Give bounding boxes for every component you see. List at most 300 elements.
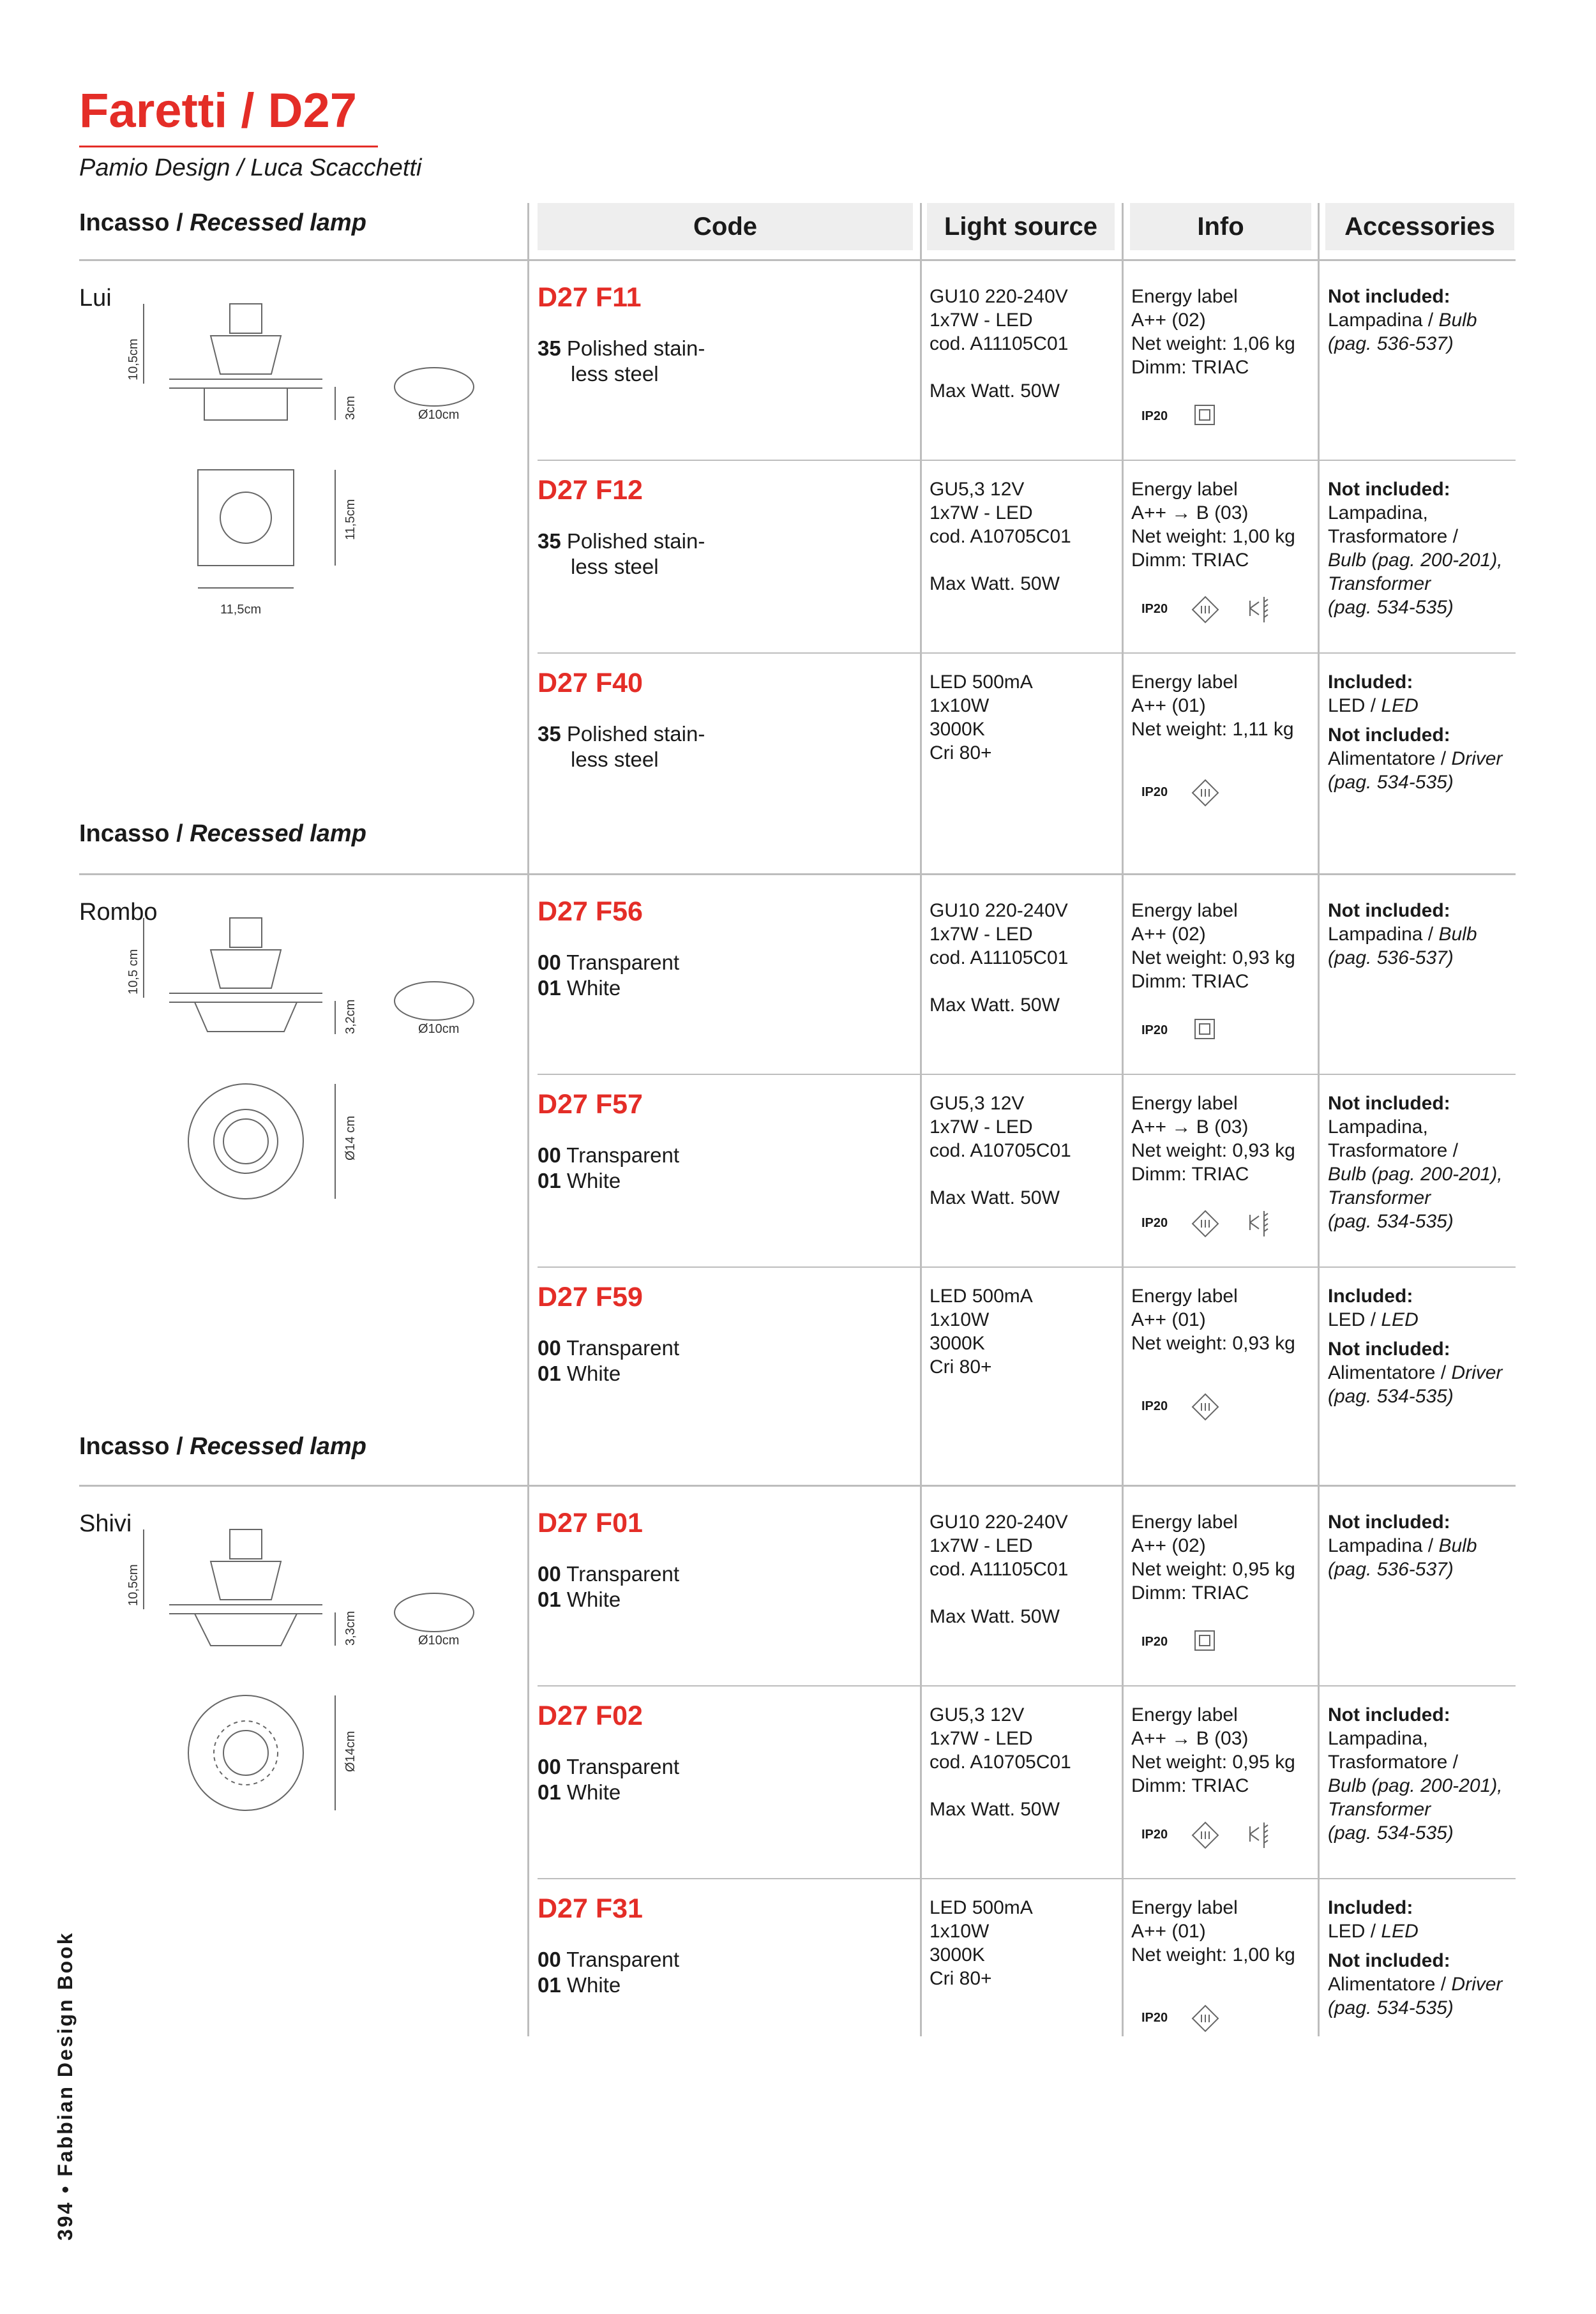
column-divider	[920, 203, 922, 2036]
trim-drawing	[195, 1002, 297, 1032]
accessory-text-en: Bulb	[1438, 924, 1477, 945]
insulation-icon	[1264, 1211, 1268, 1236]
accessory-line	[1328, 308, 1477, 332]
accessory-heading: Not included:	[1328, 1950, 1450, 1971]
column-divider	[1318, 203, 1320, 2036]
info-line: Net weight: 0,95 kg	[1131, 1752, 1295, 1773]
section-label	[79, 209, 366, 237]
accessory-text-en: (pag. 534-535)	[1328, 1386, 1454, 1407]
product-code: D27 F12	[538, 475, 643, 506]
info-line: Dimm: TRIAC	[1131, 550, 1249, 571]
accessory-text-en: (pag. 536-537)	[1328, 947, 1454, 968]
product-code: D27 F57	[538, 1089, 643, 1120]
ip-rating: IP20	[1141, 409, 1168, 423]
section-label-main: Incasso /	[79, 1433, 190, 1460]
light-source-line: 1x10W	[930, 695, 990, 716]
row-rule	[538, 1685, 1516, 1687]
product-code: D27 F01	[538, 1508, 643, 1538]
accessory-line	[1328, 1361, 1502, 1385]
finish-item	[538, 336, 705, 387]
info-line: Energy label	[1131, 1897, 1238, 1918]
accessory-text-en: Transformer	[1328, 573, 1431, 594]
row-rule	[538, 1074, 1516, 1075]
certification-icons	[1193, 597, 1295, 625]
light-source-line: GU10 220-240V	[930, 900, 1068, 921]
finish-number: 00	[538, 1562, 561, 1586]
finish-item	[538, 1561, 679, 1587]
light-source-line: GU5,3 12V	[930, 1093, 1025, 1114]
finish-label-cont: less steel	[571, 555, 659, 578]
finish-number: 35	[538, 336, 561, 360]
finish-label-cont: less steel	[571, 362, 659, 386]
section-rule	[79, 873, 1516, 875]
info-line: A++ (02)	[1131, 924, 1206, 945]
info-line: Energy label	[1131, 900, 1238, 921]
light-source-line: LED 500mA	[930, 672, 1033, 693]
side-dimension-label: 11,5cm	[343, 499, 358, 540]
accessory-line	[1328, 332, 1454, 356]
finish-label: Polished stain-	[561, 529, 705, 553]
accessory-line	[1328, 1308, 1419, 1332]
finish-label: White	[561, 976, 621, 1000]
accessory-line	[1328, 1774, 1503, 1798]
certification-icons	[1193, 1630, 1295, 1658]
accessory-text-en: (pag. 534-535)	[1328, 772, 1454, 793]
product-code: D27 F59	[538, 1282, 643, 1312]
certification-icons	[1193, 1018, 1295, 1046]
insulation-icon	[1264, 1822, 1268, 1848]
finish-number: 01	[538, 1362, 561, 1385]
trim-drawing	[195, 1614, 297, 1646]
title-underline	[79, 146, 378, 147]
finish-item	[538, 1361, 621, 1386]
lamp-body-drawing	[211, 950, 281, 988]
ip-rating: IP20	[1141, 1216, 1168, 1230]
lamp-body-drawing	[211, 1561, 281, 1600]
accessory-text: Lampadina /	[1328, 924, 1439, 945]
height-dimension-label: 10,5cm	[126, 1564, 140, 1606]
light-source-line: 1x7W - LED	[930, 1116, 1033, 1138]
finish-number: 35	[538, 722, 561, 746]
light-source-line: 1x7W - LED	[930, 502, 1033, 523]
info-line: Net weight: 1,11 kg	[1131, 719, 1294, 740]
info-line: Dimm: TRIAC	[1131, 1582, 1249, 1604]
accessory-text: LED /	[1328, 1309, 1381, 1330]
side-dimension-label: Ø14 cm	[343, 1115, 358, 1161]
accessory-line	[1328, 501, 1428, 525]
accessory-text: LED /	[1328, 1921, 1381, 1942]
lamp-clip-drawing	[230, 304, 262, 333]
accessory-heading: Not included:	[1328, 286, 1450, 307]
accessory-text-en: Transformer	[1328, 1799, 1431, 1820]
finish-label: Transparent	[561, 1336, 679, 1360]
ip-rating: IP20	[1141, 1635, 1168, 1649]
width-dimension-label: 11,5cm	[220, 603, 262, 617]
product-name: Rombo	[79, 899, 158, 926]
product-name: Shivi	[79, 1510, 132, 1537]
light-source-line: GU5,3 12V	[930, 1704, 1025, 1725]
accessory-line	[1328, 572, 1431, 596]
finish-label: White	[561, 1588, 621, 1611]
accessory-heading: Included:	[1328, 672, 1413, 693]
row-rule	[538, 652, 1516, 654]
page-footer: 394 • Fabbian Design Book	[54, 1931, 77, 2241]
light-source-line: cod. A11105C01	[930, 947, 1069, 968]
accessory-text: Alimentatore /	[1328, 748, 1452, 769]
accessory-line	[1328, 1385, 1454, 1408]
light-source-line: Max Watt. 50W	[930, 1187, 1060, 1208]
lamp-clip-drawing	[230, 918, 262, 947]
finish-label: White	[561, 1780, 621, 1804]
finish-number: 01	[538, 976, 561, 1000]
accessory-line	[1328, 525, 1458, 548]
accessory-text-en: LED	[1381, 1309, 1419, 1330]
product-code: D27 F02	[538, 1701, 643, 1731]
finish-item	[538, 1335, 679, 1361]
accessory-text-en: Driver	[1451, 1974, 1503, 1995]
finish-item	[538, 1587, 621, 1612]
product-code: D27 F11	[538, 282, 642, 313]
row-rule	[538, 460, 1516, 461]
light-source-line: 3000K	[930, 1333, 985, 1354]
accessory-line	[1328, 1996, 1454, 2020]
insulation-icon	[1264, 597, 1268, 622]
finish-item	[538, 1143, 679, 1168]
depth-dimension-label: 3,2cm	[343, 999, 358, 1034]
accessory-text: Lampadina,	[1328, 502, 1428, 523]
depth-dimension-label: 3cm	[343, 396, 358, 420]
plan-outer-drawing	[188, 1084, 303, 1199]
accessory-line	[1328, 694, 1419, 717]
finish-number: 01	[538, 1169, 561, 1192]
transformer-icon	[1250, 1215, 1259, 1230]
accessory-heading: Not included:	[1328, 725, 1450, 746]
certification-icons	[1193, 1822, 1295, 1851]
accessory-line	[1328, 1210, 1454, 1233]
light-source-line: GU10 220-240V	[930, 286, 1068, 307]
ip-rating: IP20	[1141, 1828, 1168, 1842]
light-source-line: LED 500mA	[930, 1286, 1033, 1307]
accessory-heading: Not included:	[1328, 1704, 1450, 1725]
light-source-line: 1x7W - LED	[930, 924, 1033, 945]
info-line: Dimm: TRIAC	[1131, 1775, 1249, 1796]
class-ii-inner-icon	[1200, 1635, 1210, 1646]
certification-icons	[1193, 2006, 1295, 2034]
finish-item	[538, 1947, 679, 1972]
info-line: A++ → B (03)	[1131, 502, 1249, 523]
finish-number: 01	[538, 1588, 561, 1611]
column-header-light-source: Light source	[927, 203, 1115, 250]
finish-label-cont: less steel	[571, 748, 659, 771]
accessory-text-en: (pag. 534-535)	[1328, 1211, 1454, 1232]
certification-icons	[1193, 404, 1295, 432]
plan-aperture-drawing	[223, 1731, 268, 1775]
light-source-line: Max Watt. 50W	[930, 995, 1060, 1016]
finish-label: White	[561, 1973, 621, 1997]
page-subtitle: Pamio Design / Luca Scacchetti	[79, 154, 422, 181]
info-line: Dimm: TRIAC	[1131, 357, 1249, 378]
accessory-line	[1328, 1798, 1431, 1821]
accessory-text-en: Bulb	[1438, 1535, 1477, 1556]
info-line: Energy label	[1131, 286, 1238, 307]
accessory-text: Trasformatore /	[1328, 1752, 1458, 1773]
light-source-line: 1x10W	[930, 1309, 990, 1330]
light-source-line: cod. A10705C01	[930, 1140, 1071, 1161]
accessory-text-en: (pag. 536-537)	[1328, 333, 1454, 354]
accessory-line	[1328, 922, 1477, 946]
info-line: A++ (02)	[1131, 310, 1206, 331]
depth-dimension-label: 3,3cm	[343, 1611, 358, 1646]
class-ii-icon	[1195, 1019, 1214, 1039]
height-dimension-label: 10,5 cm	[126, 949, 140, 995]
light-source-line: Max Watt. 50W	[930, 1606, 1060, 1627]
accessory-text-en: Driver	[1451, 748, 1503, 769]
column-header-code: Code	[538, 203, 913, 250]
info-line: A++ (01)	[1131, 695, 1206, 716]
accessory-text: LED /	[1328, 695, 1381, 716]
product-code: D27 F40	[538, 668, 643, 698]
accessory-text-en: Bulb (pag. 200-201),	[1328, 550, 1503, 571]
accessory-line	[1328, 1972, 1502, 1996]
accessory-line	[1328, 1139, 1458, 1162]
accessory-text-en: (pag. 534-535)	[1328, 1997, 1454, 2018]
ip-rating: IP20	[1141, 1399, 1168, 1413]
info-line: Energy label	[1131, 672, 1238, 693]
side-dimension-label: Ø14cm	[343, 1731, 358, 1772]
light-source-line: 1x7W - LED	[930, 310, 1033, 331]
light-source-line: cod. A10705C01	[930, 1752, 1071, 1773]
info-line: Net weight: 1,00 kg	[1131, 526, 1295, 547]
finish-label: Transparent	[561, 950, 679, 974]
accessory-text: Lampadina,	[1328, 1728, 1428, 1749]
accessory-heading: Not included:	[1328, 1512, 1450, 1533]
finish-label: Polished stain-	[561, 722, 705, 746]
accessory-heading: Not included:	[1328, 900, 1450, 921]
info-line: A++ → B (03)	[1131, 1116, 1249, 1138]
info-line: A++ (01)	[1131, 1921, 1206, 1942]
finish-item	[538, 721, 705, 772]
finish-label: Transparent	[561, 1562, 679, 1586]
class-ii-inner-icon	[1200, 410, 1210, 420]
info-line: A++ (01)	[1131, 1309, 1206, 1330]
accessory-text-en: (pag. 536-537)	[1328, 1559, 1454, 1580]
info-line: Energy label	[1131, 1093, 1238, 1114]
product-drawing	[118, 918, 501, 1275]
certification-icons	[1193, 780, 1295, 808]
accessory-heading: Included:	[1328, 1286, 1413, 1307]
section-rule	[79, 1485, 1516, 1487]
column-header-accessories: Accessories	[1325, 203, 1514, 250]
light-source-line: cod. A11105C01	[930, 333, 1069, 354]
finish-label: Transparent	[561, 1143, 679, 1167]
accessory-text: Lampadina /	[1328, 310, 1439, 331]
accessory-heading: Included:	[1328, 1897, 1413, 1918]
info-line: Dimm: TRIAC	[1131, 1164, 1249, 1185]
light-source-line: Max Watt. 50W	[930, 573, 1060, 594]
section-label-italic: Recessed lamp	[190, 820, 366, 847]
accessory-text-en: Bulb (pag. 200-201),	[1328, 1164, 1503, 1185]
hole-drawing	[395, 1593, 474, 1632]
product-drawing	[118, 304, 501, 661]
finish-number: 00	[538, 950, 561, 974]
info-line: Net weight: 0,95 kg	[1131, 1559, 1295, 1580]
info-line: Energy label	[1131, 479, 1238, 500]
finish-number: 01	[538, 1973, 561, 1997]
light-source-line: cod. A10705C01	[930, 526, 1071, 547]
info-line: Energy label	[1131, 1286, 1238, 1307]
info-line: Net weight: 0,93 kg	[1131, 947, 1295, 968]
light-source-line: Cri 80+	[930, 742, 992, 763]
accessory-heading: Not included:	[1328, 1093, 1450, 1114]
section-label	[79, 1433, 366, 1461]
finish-item	[538, 1168, 621, 1194]
finish-label: White	[561, 1169, 621, 1192]
section-label-italic: Recessed lamp	[190, 209, 366, 236]
accessory-text: Lampadina,	[1328, 1116, 1428, 1138]
transformer-icon	[1250, 601, 1259, 616]
accessory-text-en: LED	[1381, 1921, 1419, 1942]
class-ii-icon	[1195, 1631, 1214, 1650]
accessory-text-en: (pag. 534-535)	[1328, 597, 1454, 618]
class-ii-icon	[1195, 405, 1214, 424]
column-divider	[527, 203, 529, 2036]
accessory-text-en: LED	[1381, 695, 1419, 716]
finish-item	[538, 529, 705, 580]
hole-dimension-label: Ø10cm	[418, 408, 460, 422]
product-drawing	[118, 1529, 501, 1887]
accessory-text-en: (pag. 534-535)	[1328, 1822, 1454, 1844]
page-title: Faretti / D27	[79, 84, 358, 138]
product-code: D27 F56	[538, 896, 643, 927]
product-code: D27 F31	[538, 1893, 643, 1924]
ip-rating: IP20	[1141, 2011, 1168, 2025]
accessory-line	[1328, 1727, 1428, 1750]
accessory-line	[1328, 548, 1503, 572]
section-label-main: Incasso /	[79, 209, 190, 236]
column-divider	[1122, 203, 1124, 2036]
row-rule	[538, 1878, 1516, 1879]
accessory-line	[1328, 1821, 1454, 1845]
info-line: Net weight: 0,93 kg	[1131, 1140, 1295, 1161]
accessory-line	[1328, 596, 1454, 619]
hole-dimension-label: Ø10cm	[418, 1022, 460, 1036]
light-source-line: Max Watt. 50W	[930, 380, 1060, 402]
accessory-text-en: Bulb (pag. 200-201),	[1328, 1775, 1503, 1796]
info-line: Net weight: 1,00 kg	[1131, 1944, 1295, 1965]
finish-label: Polished stain-	[561, 336, 705, 360]
light-source-line: LED 500mA	[930, 1897, 1033, 1918]
light-source-line: GU5,3 12V	[930, 479, 1025, 500]
light-source-line: 1x7W - LED	[930, 1535, 1033, 1556]
finish-label: White	[561, 1362, 621, 1385]
light-source-line: 3000K	[930, 1944, 985, 1965]
accessory-line	[1328, 747, 1502, 770]
accessory-line	[1328, 1750, 1458, 1774]
lamp-body-drawing	[211, 336, 281, 374]
info-line: Energy label	[1131, 1704, 1238, 1725]
accessory-line	[1328, 946, 1454, 970]
accessory-line	[1328, 1115, 1428, 1139]
accessory-text: Trasformatore /	[1328, 1140, 1458, 1161]
info-line: A++ → B (03)	[1131, 1728, 1249, 1749]
finish-number: 35	[538, 529, 561, 553]
plan-aperture-drawing	[220, 492, 271, 543]
light-source-line: Max Watt. 50W	[930, 1799, 1060, 1820]
accessory-heading: Not included:	[1328, 1339, 1450, 1360]
hole-dimension-label: Ø10cm	[418, 1634, 460, 1648]
section-label-main: Incasso /	[79, 820, 190, 847]
section-rule	[79, 259, 1516, 261]
ip-rating: IP20	[1141, 1023, 1168, 1037]
light-source-line: Cri 80+	[930, 1968, 992, 1989]
info-line: Net weight: 1,06 kg	[1131, 333, 1295, 354]
info-line: Energy label	[1131, 1512, 1238, 1533]
certification-icons	[1193, 1211, 1295, 1239]
lamp-clip-drawing	[230, 1529, 262, 1559]
accessory-text-en: Bulb	[1438, 310, 1477, 331]
info-line: Net weight: 0,93 kg	[1131, 1333, 1295, 1354]
accessory-text: Alimentatore /	[1328, 1362, 1452, 1383]
transformer-icon	[1250, 1826, 1259, 1842]
section-label	[79, 820, 366, 848]
light-source-line: Cri 80+	[930, 1356, 992, 1378]
finish-number: 00	[538, 1143, 561, 1167]
hole-drawing	[395, 982, 474, 1020]
accessory-line	[1328, 1186, 1431, 1210]
accessory-text-en: Driver	[1451, 1362, 1503, 1383]
certification-icons	[1193, 1394, 1295, 1422]
light-source-line: cod. A11105C01	[930, 1559, 1069, 1580]
finish-item	[538, 1780, 621, 1805]
hole-drawing	[395, 368, 474, 406]
plan-aperture-drawing	[223, 1119, 268, 1164]
section-label-italic: Recessed lamp	[190, 1433, 366, 1460]
finish-item	[538, 1754, 679, 1780]
finish-label: Transparent	[561, 1948, 679, 1971]
finish-number: 00	[538, 1948, 561, 1971]
finish-item	[538, 950, 679, 975]
accessory-line	[1328, 1920, 1419, 1943]
product-name: Lui	[79, 285, 112, 312]
trim-drawing	[204, 388, 287, 420]
finish-number: 00	[538, 1336, 561, 1360]
height-dimension-label: 10,5cm	[126, 338, 140, 380]
finish-item	[538, 1972, 621, 1998]
plan-square-drawing	[198, 470, 294, 566]
light-source-line: 3000K	[930, 719, 985, 740]
light-source-line: 1x10W	[930, 1921, 990, 1942]
accessory-text: Trasformatore /	[1328, 526, 1458, 547]
finish-number: 01	[538, 1780, 561, 1804]
info-line: A++ (02)	[1131, 1535, 1206, 1556]
finish-label: Transparent	[561, 1755, 679, 1778]
accessory-text-en: Transformer	[1328, 1187, 1431, 1208]
light-source-line: GU10 220-240V	[930, 1512, 1068, 1533]
column-header-info: Info	[1130, 203, 1311, 250]
ip-rating: IP20	[1141, 602, 1168, 616]
ip-rating: IP20	[1141, 785, 1168, 799]
plan-outer-drawing	[188, 1695, 303, 1810]
row-rule	[538, 1266, 1516, 1268]
class-ii-inner-icon	[1200, 1024, 1210, 1034]
accessory-heading: Not included:	[1328, 479, 1450, 500]
light-source-line: 1x7W - LED	[930, 1728, 1033, 1749]
info-line: Dimm: TRIAC	[1131, 971, 1249, 992]
accessory-line	[1328, 1162, 1503, 1186]
accessory-text: Lampadina /	[1328, 1535, 1439, 1556]
finish-item	[538, 975, 621, 1001]
accessory-text: Alimentatore /	[1328, 1974, 1452, 1995]
